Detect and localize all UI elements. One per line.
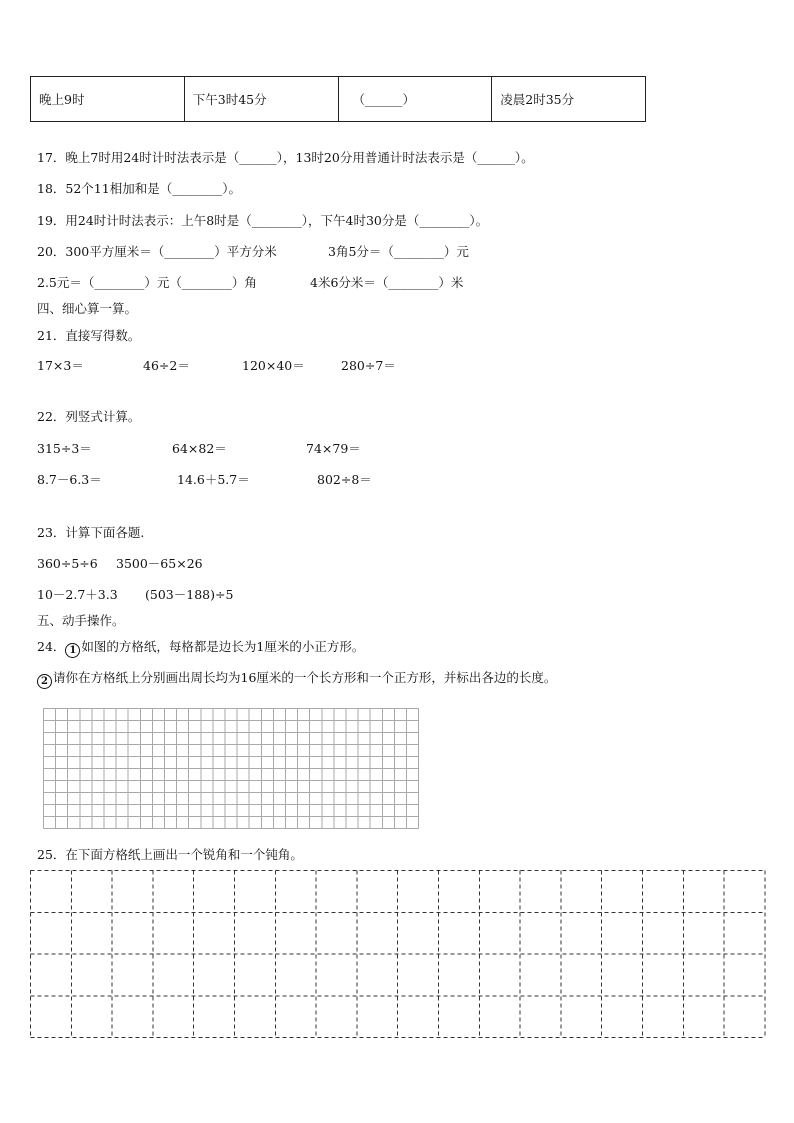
section-5-title: 五、动手操作。 bbox=[37, 613, 125, 628]
time-cell-blank[interactable]: （______） bbox=[338, 77, 492, 122]
q22-item: 14.6＋5.7＝ bbox=[177, 472, 250, 487]
section-4-title: 四、细心算一算。 bbox=[37, 301, 138, 316]
q21-item: 17×3＝ bbox=[37, 358, 84, 373]
question-19: 19．用24时计时法表示：上午8时是（________），下午4时30分是（________）。 bbox=[37, 213, 489, 228]
question-22: 22．列竖式计算。 bbox=[37, 409, 141, 424]
question-17: 17．晚上7时用24时计时法表示是（______），13时20分用普通计时法表示是（______）。 bbox=[37, 150, 534, 165]
question-18: 18．52个11相加和是（________）。 bbox=[37, 181, 241, 196]
q21-item: 280÷7＝ bbox=[341, 358, 396, 373]
grid-paper-dashed[interactable] bbox=[28, 868, 768, 1040]
question-20a: 20．300平方厘米＝（________）平方分米 bbox=[37, 244, 277, 259]
time-cell: 凌晨2时35分 bbox=[492, 77, 646, 122]
question-25: 25．在下面方格纸上画出一个锐角和一个钝角。 bbox=[37, 847, 303, 862]
time-cell: 晚上9时 bbox=[31, 77, 185, 122]
grid-paper-1cm[interactable] bbox=[40, 705, 420, 831]
q23-item: 3500－65×26 bbox=[116, 556, 203, 571]
q23-item: 360÷5÷6 bbox=[37, 556, 98, 571]
q22-item: 802÷8＝ bbox=[317, 472, 372, 487]
question-24-line-2 bbox=[37, 670, 556, 689]
time-table bbox=[30, 76, 646, 122]
q22-item: 315÷3＝ bbox=[37, 441, 92, 456]
q21-item: 120×40＝ bbox=[242, 358, 305, 373]
q21-item: 46÷2＝ bbox=[143, 358, 190, 373]
q23-item: (503－188)÷5 bbox=[145, 587, 234, 602]
q22-item: 8.7－6.3＝ bbox=[37, 472, 102, 487]
question-21: 21．直接写得数。 bbox=[37, 328, 141, 343]
question-24-line-1 bbox=[37, 639, 364, 658]
time-cell: 下午3时45分 bbox=[184, 77, 338, 122]
circled-number-2: 2 bbox=[37, 674, 52, 689]
question-20d: 4米6分米＝（________）米 bbox=[310, 275, 464, 290]
q22-item: 64×82＝ bbox=[172, 441, 227, 456]
question-24-text-2: 请你在方格纸上分别画出周长均为16厘米的一个长方形和一个正方形，并标出各边的长度。 bbox=[53, 670, 557, 685]
q23-item: 10－2.7＋3.3 bbox=[37, 587, 118, 602]
question-20c: 2.5元＝（________）元（________）角 bbox=[37, 275, 257, 290]
question-24-number: 24． bbox=[37, 639, 66, 654]
circled-number-1: 1 bbox=[65, 643, 80, 658]
question-20b: 3角5分＝（________）元 bbox=[328, 244, 469, 259]
question-23: 23．计算下面各题. bbox=[37, 525, 145, 540]
q22-item: 74×79＝ bbox=[306, 441, 361, 456]
question-24-text-1: 如图的方格纸，每格都是边长为1厘米的小正方形。 bbox=[81, 639, 365, 654]
